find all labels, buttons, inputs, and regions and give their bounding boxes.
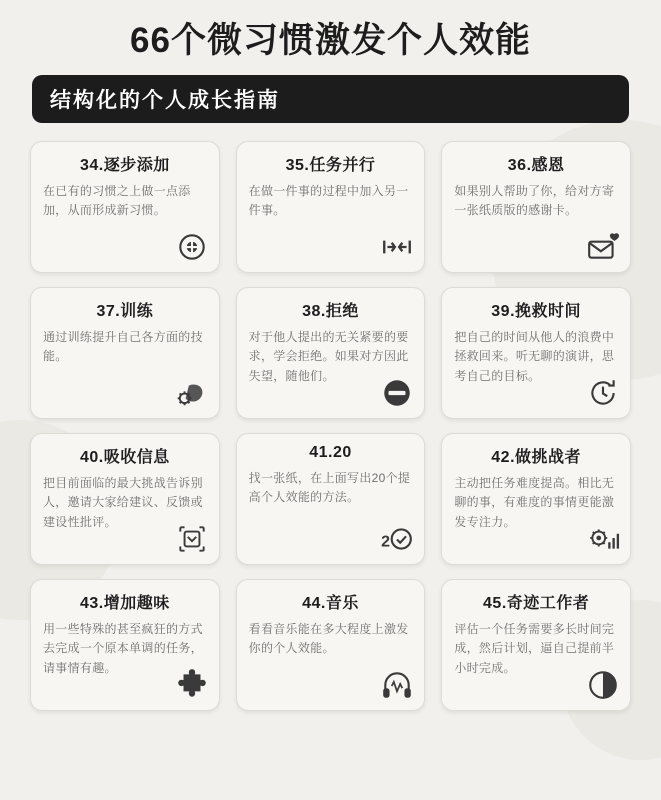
card-body: 在已有的习惯之上做一点添加，从而形成新习惯。 (43, 183, 191, 218)
clock-recover-icon (586, 376, 620, 410)
twenty-check-icon (380, 522, 414, 556)
card-title: 45.奇迹工作者 (483, 594, 590, 612)
collapse-arrows-icon (380, 230, 414, 264)
habit-card (236, 433, 426, 565)
card-body: 找一张纸，在上面写出20个提高个人效能的方法。 (248, 470, 411, 505)
card-body: 评估一个任务需要多长时间完成，然后计划，逼自己提前半小时完成。 (454, 621, 615, 676)
card-body: 如果别人帮助了你，给对方寄一张纸质版的感谢卡。 (454, 183, 615, 218)
habit-card (30, 141, 220, 273)
envelope-heart-icon (586, 230, 620, 264)
habit-card (441, 579, 631, 711)
habit-card (441, 433, 631, 565)
puzzle-icon (175, 668, 209, 702)
card-body: 在做一件事的过程中加入另一件事。 (248, 183, 409, 218)
subtitle-banner: 结构化的个人成长指南 (32, 75, 629, 123)
no-entry-icon (380, 376, 414, 410)
half-circle-icon (586, 668, 620, 702)
habit-card (30, 579, 220, 711)
card-title: 38.拒绝 (302, 302, 359, 320)
card-title: 36.感恩 (507, 156, 565, 174)
habit-card (441, 287, 631, 419)
card-title: 42.做挑战者 (491, 448, 582, 466)
card-title: 34.逐步添加 (79, 156, 170, 174)
card-title: 37.训练 (96, 302, 154, 320)
svg-text:2: 2 (381, 532, 391, 550)
card-body: 把目前面临的最大挑战告诉别人，邀请大家给建议、反馈或建设性批评。 (43, 475, 203, 530)
card-title: 39.挽救时间 (491, 302, 582, 320)
habit-card (236, 287, 426, 419)
feedback-arrows-icon (175, 522, 209, 556)
brain-gear-icon (175, 376, 209, 410)
card-title: 35.任务并行 (285, 156, 376, 174)
page-title: 66个微习惯激发个人效能 (130, 21, 531, 60)
card-body: 把自己的时间从他人的浪费中拯救回来。听无聊的演讲，思考自己的目标。 (454, 329, 615, 384)
gear-chart-icon (586, 522, 620, 556)
habit-card-grid (24, 141, 637, 711)
card-body: 对于他人提出的无关紧要的要求，学会拒绝。如果对方因此失望，随他们。 (248, 329, 409, 384)
habit-card (441, 141, 631, 273)
habit-card (30, 433, 220, 565)
card-body: 通过训练提升自己各方面的技能。 (43, 329, 203, 364)
habit-card (30, 287, 220, 419)
card-title: 44.音乐 (302, 594, 359, 612)
habit-card (236, 579, 426, 711)
card-title: 41.20 (309, 443, 352, 461)
card-title: 40.吸收信息 (79, 448, 170, 466)
target-plus-icon (175, 230, 209, 264)
habit-card (236, 141, 426, 273)
card-body: 看看音乐能在多大程度上激发你的个人效能。 (248, 621, 409, 656)
card-body: 主动把任务难度提高。相比无聊的事，有难度的事情更能激发专注力。 (454, 475, 615, 530)
card-body: 用一些特殊的甚至疯狂的方式去完成一个原本单调的任务，请事情有趣。 (43, 621, 203, 676)
card-title: 43.增加趣味 (79, 594, 170, 612)
headphones-icon (380, 668, 414, 702)
